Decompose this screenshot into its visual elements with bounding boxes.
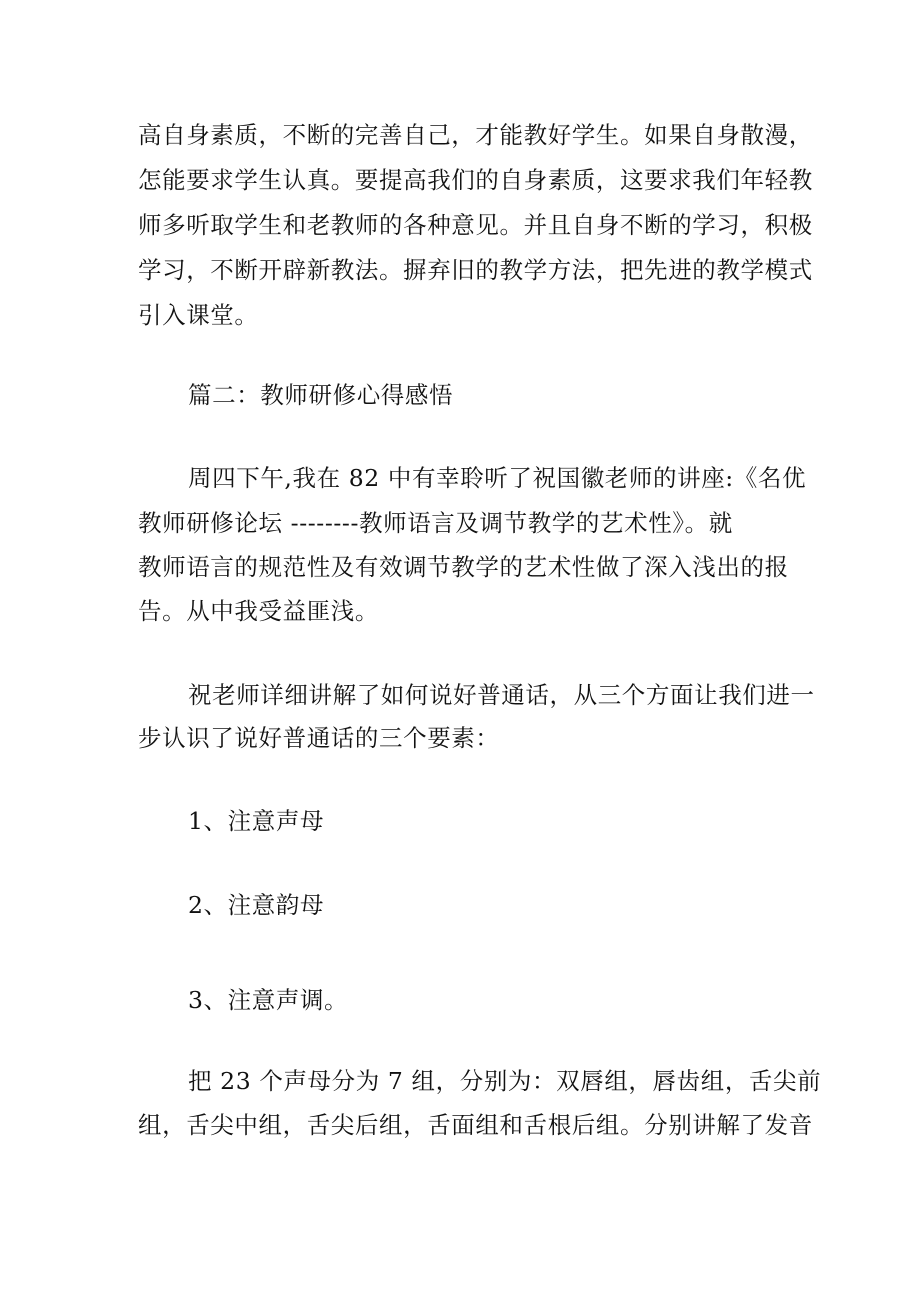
text-line: 教师语言的规范性及有效调节教学的艺术性做了深入浅出的报 bbox=[138, 553, 789, 581]
text-line: 教师研修论坛 --------教师语言及调节教学的艺术性》。就 bbox=[138, 509, 733, 537]
text-line: 步认识了说好普通话的三个要素： bbox=[138, 724, 500, 752]
list-item: 3、注意声调。 bbox=[188, 986, 349, 1014]
list-item: 2、注意韵母 bbox=[188, 891, 325, 919]
text-line: 祝老师详细讲解了如何说好普通话，从三个方面让我们进一 bbox=[188, 681, 815, 709]
text-line: 学习，不断开辟新教法。摒弃旧的教学方法，把先进的教学模式 bbox=[138, 256, 813, 284]
section-heading: 篇二：教师研修心得感悟 bbox=[188, 381, 454, 409]
text-line: 引入课堂。 bbox=[138, 301, 259, 329]
text-line: 周四下午,我在 82 中有幸聆听了祝国徽老师的讲座:《名优 bbox=[188, 464, 807, 492]
text-line: 师多听取学生和老教师的各种意见。并且自身不断的学习，积极 bbox=[138, 211, 813, 239]
text-line: 把 23 个声母分为 7 组，分别为：双唇组，唇齿组，舌尖前 bbox=[188, 1067, 822, 1095]
text-line: 告。从中我受益匪浅。 bbox=[138, 597, 379, 625]
text-line: 组，舌尖中组，舌尖后组，舌面组和舌根后组。分别讲解了发音 bbox=[138, 1111, 813, 1139]
list-item: 1、注意声母 bbox=[188, 807, 325, 835]
text-line: 怎能要求学生认真。要提高我们的自身素质，这要求我们年轻教 bbox=[138, 166, 813, 194]
text-line: 高自身素质，不断的完善自己，才能教好学生。如果自身散漫， bbox=[138, 121, 813, 149]
